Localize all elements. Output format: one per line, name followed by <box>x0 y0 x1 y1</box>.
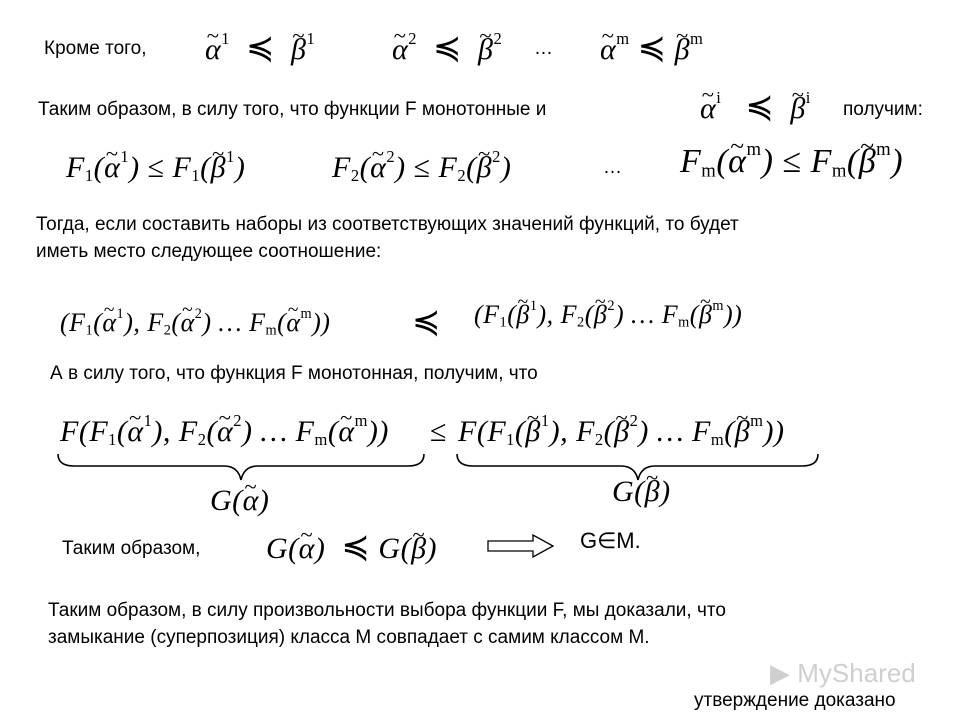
text-besides: Кроме того, <box>44 38 147 59</box>
underbrace-left <box>56 452 426 482</box>
formula-f1-leq: $F_1(\sim$ $\alpha^1$) ≤ $F_1(\sim$ $\beta^1$) <box>66 150 245 186</box>
formula-alpha1-prec-beta1: ~ $\alpha^1$ ≼ ~ $\beta^1$ <box>205 30 315 68</box>
formula-tuple-alpha: ($F_1(\sim$ $\alpha^1$), $F_2(\sim$ $\alpha^2$) … $F_m(\sim$ $\alpha^m$)) <box>60 305 330 341</box>
formula-fm-leq: $F_m(\sim$ $\alpha^m$) ≤ $F_m(\sim$ $\beta^m$) <box>680 144 903 180</box>
watermark-text: MyShared <box>797 658 916 688</box>
formula-big-f-alpha: $F(F_1(\sim$ $\alpha^1$), $F_2(\sim$ $\alpha^2$) … $F_m(\sim$ $\alpha^m$)) <box>60 414 389 450</box>
formula-f2-leq: $F_2(\sim$ $\alpha^2$) ≤ $F_2(\sim$ $\beta^2$) <box>332 150 511 186</box>
text-thus-monotone: Таким образом, в силу того, что функции F монотонные и <box>38 99 547 120</box>
formula-g-beta: G(~ β) <box>612 474 671 510</box>
formula-big-f-beta: $F(F_1(\sim$ $\beta^1$), $F_2(\sim$ $\beta^2$) … $F_m(\sim$ $\beta^m$)) <box>458 414 785 450</box>
watermark-logo <box>770 658 916 688</box>
formula-tuple-beta: ($F_1(\sim$ $\beta^1$), $F_2(\sim$ $\beta^2$) … $F_m(\sim$ $\beta^m$)) <box>474 297 742 333</box>
watermark-icon: ▶ <box>770 658 790 688</box>
formula-g-alpha: G(~ α) <box>210 483 269 519</box>
text-then-line1: Тогда, если составить наборы из соответствующих значений функций, то будет <box>36 214 739 235</box>
formula-alpham-prec-betam: ~ $\alpha^m$ ≼ ~ $\beta^m$ <box>600 30 703 68</box>
text-thus-short: Таким образом, <box>62 538 201 559</box>
right-arrow-icon <box>487 534 555 558</box>
text-qed: утверждение доказано <box>694 690 896 711</box>
leq-symbol: ≤ <box>430 415 447 448</box>
formula-alphai-prec-betai: ~ $\alpha^i$ ≼ ~ $\beta^i$ <box>700 89 811 127</box>
ellipsis: … <box>603 157 622 178</box>
text-then-line2: иметь место следующее соотношение: <box>36 241 382 262</box>
result-text: G∈M. <box>580 528 641 553</box>
text-conclusion-line1: Таким образом, в силу произвольности выбора функции F, мы доказали, что <box>48 600 726 621</box>
ellipsis: … <box>534 38 553 59</box>
text-we-get: получим: <box>843 99 923 120</box>
formula-alpha2-prec-beta2: ~ $\alpha^2$ ≼ ~ $\beta^2$ <box>392 30 502 68</box>
text-conclusion-line2: замыкание (суперпозиция) класса М совпадает с самим классом М. <box>48 627 650 648</box>
text-and-since: А в силу того, что функция F монотонная, получим, что <box>50 363 538 384</box>
prec-symbol: ≼ <box>412 302 441 342</box>
formula-g-alpha-prec-g-beta: G(~ α) ≼ G(~ β) <box>266 529 437 567</box>
